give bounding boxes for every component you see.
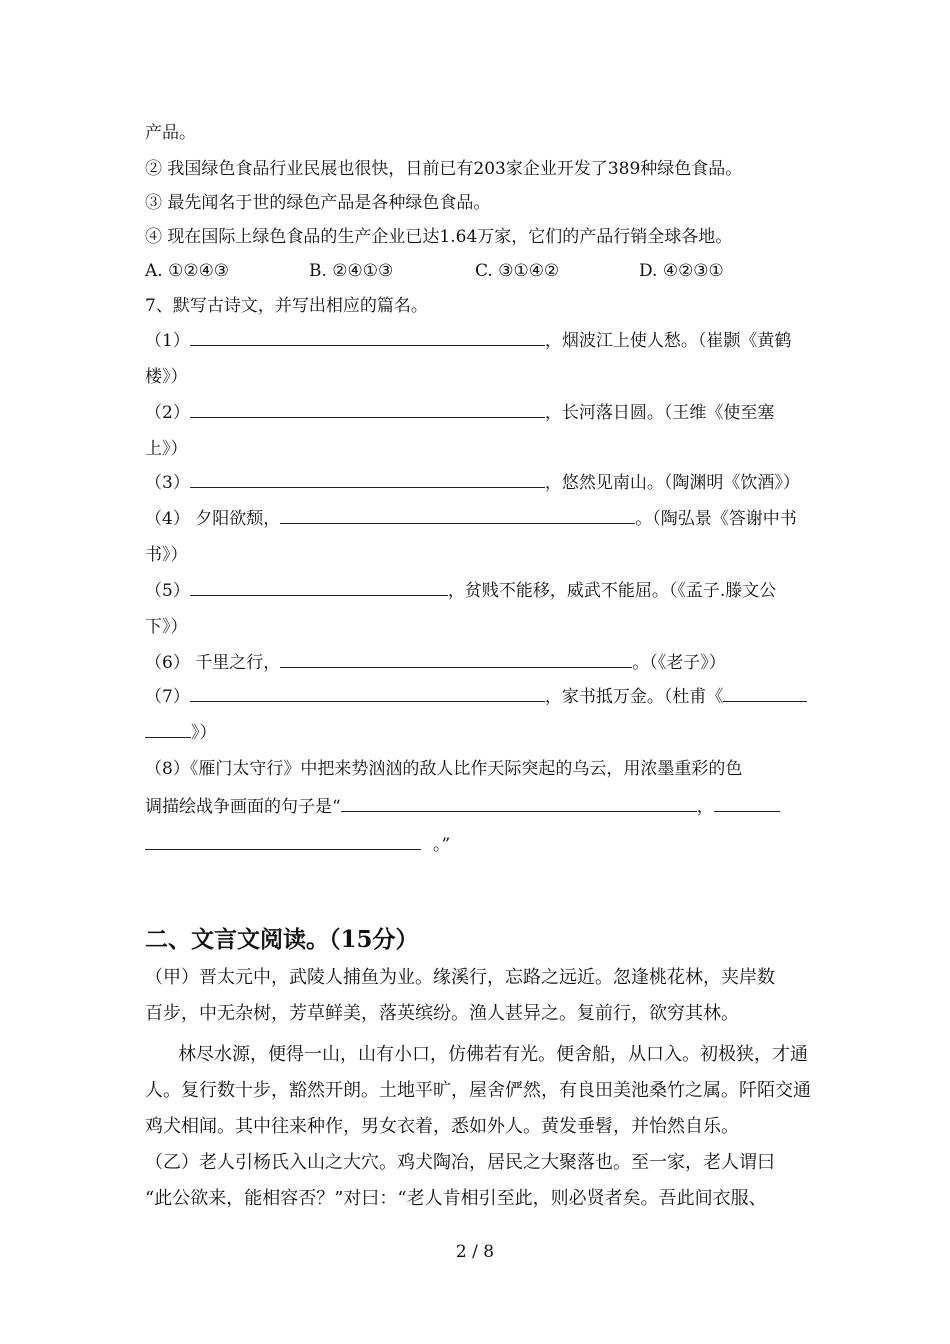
passage-line: 鸡犬相闻。其中往来种作，男女衣着，悉如外人。黄发垂髫，并怡然自乐。 bbox=[145, 1116, 739, 1137]
q7-item-1 bbox=[145, 329, 791, 353]
option-d: D. ④②③① bbox=[639, 261, 724, 281]
item-text: ，长河落日圆。（王维《使至塞 bbox=[544, 403, 775, 423]
q7-item-3 bbox=[145, 471, 800, 495]
item-text: ，烟波江上使人愁。（崔颢《黄鹤 bbox=[544, 331, 792, 351]
item-text: 》） bbox=[191, 723, 217, 743]
item-text: 调描绘战争画面的句子是“ bbox=[145, 797, 341, 817]
fill-blank-title[interactable] bbox=[723, 685, 807, 702]
option-a: A. ①②④③ bbox=[145, 261, 230, 281]
item-head: （6） 千里之行， bbox=[145, 653, 281, 673]
item-number: （5） bbox=[145, 581, 190, 601]
q7-item-5 bbox=[145, 579, 776, 603]
q7-item-8-line2 bbox=[145, 795, 780, 819]
sentence-3: ③ 最先闻名于世的绿色产品是各种绿色食品。 bbox=[145, 193, 491, 213]
q7-item-5-tail: 下》） bbox=[145, 617, 188, 637]
passage-line: （乙）老人引杨氏入山之大穴。鸡犬陶冶，居民之大聚落也。至一家，老人谓曰 bbox=[145, 1152, 775, 1173]
item-text: 。” bbox=[433, 835, 451, 855]
q7-item-2 bbox=[145, 401, 774, 425]
question-7-title: 7、默写古诗文，并写出相应的篇名。 bbox=[145, 296, 428, 316]
section-heading: 二、文言文阅读。（15分） bbox=[145, 926, 419, 953]
fill-blank[interactable] bbox=[280, 651, 632, 668]
option-b: B. ②④①③ bbox=[309, 261, 394, 281]
passage-line: （甲）晋太元中，武陵人捕鱼为业。缘溪行，忘路之远近。忽逢桃花林，夹岸数 bbox=[145, 967, 775, 988]
item-text: 。（《老子》） bbox=[632, 653, 726, 673]
sentence-4: ④ 现在国际上绿色食品的生产企业已达1.64万家，它们的产品行销全球各地。 bbox=[145, 227, 733, 247]
item-text: 。（陶弘景《答谢中书 bbox=[635, 509, 797, 529]
item-text: ，悠然见南山。（陶渊明《饮酒》） bbox=[544, 473, 800, 493]
q7-item-7 bbox=[145, 685, 807, 709]
passage-line: 百步，中无杂树，芳草鲜美，落英缤纷。渔人甚异之。复前行，欲穷其林。 bbox=[145, 1003, 739, 1024]
fill-blank[interactable] bbox=[190, 579, 448, 596]
passage-line: “此公欲来，能相容否？”对曰：“老人肯相引至此，则必贤者矣。吾此间衣服、 bbox=[145, 1188, 767, 1209]
passage-line: 人。复行数十步，豁然开朗。土地平旷，屋舍俨然，有良田美池桑竹之属。阡陌交通 bbox=[145, 1080, 811, 1101]
fill-blank[interactable] bbox=[190, 471, 545, 488]
fill-blank[interactable] bbox=[341, 795, 697, 812]
item-number: （2） bbox=[145, 403, 190, 423]
item-head: （4） 夕阳欲颓， bbox=[145, 509, 281, 529]
q7-item-7-tail bbox=[145, 721, 217, 745]
q7-item-8-line3 bbox=[145, 833, 450, 857]
fill-blank[interactable] bbox=[145, 833, 421, 850]
item-text: ，贫贱不能移，威武不能屈。（《孟子.滕文公 bbox=[447, 581, 777, 601]
q7-item-6 bbox=[145, 651, 726, 675]
fill-blank[interactable] bbox=[190, 329, 545, 346]
sentence-2: ② 我国绿色食品行业民展也很快，日前已有203家企业开发了389种绿色食品。 bbox=[145, 159, 743, 179]
fill-blank[interactable] bbox=[190, 401, 545, 418]
text-line: 产品。 bbox=[145, 123, 196, 143]
item-number: （3） bbox=[145, 473, 190, 493]
item-text: ，家书抵万金。（杜甫《 bbox=[544, 687, 724, 707]
q7-item-8: （8）《雁门太守行》中把来势汹汹的敌人比作天际突起的乌云，用浓墨重彩的色 bbox=[145, 759, 743, 779]
item-text: ， bbox=[696, 797, 714, 817]
option-c: C. ③①④② bbox=[475, 261, 560, 281]
answer-options bbox=[145, 259, 724, 283]
fill-blank[interactable] bbox=[714, 795, 780, 812]
page-number: 2 / 8 bbox=[455, 1242, 495, 1262]
item-number: （1） bbox=[145, 331, 190, 351]
q7-item-1-tail: 楼》） bbox=[145, 367, 188, 387]
q7-item-2-tail: 上》） bbox=[145, 439, 188, 459]
fill-blank[interactable] bbox=[190, 685, 545, 702]
q7-item-4 bbox=[145, 507, 797, 531]
q7-item-4-tail: 书》） bbox=[145, 545, 188, 565]
fill-blank[interactable] bbox=[280, 507, 635, 524]
item-number: （7） bbox=[145, 687, 190, 707]
passage-line: 林尽水源，便得一山，山有小口，仿佛若有光。便舍船，从口入。初极狭，才通 bbox=[178, 1044, 808, 1065]
fill-blank-title[interactable] bbox=[145, 721, 191, 738]
